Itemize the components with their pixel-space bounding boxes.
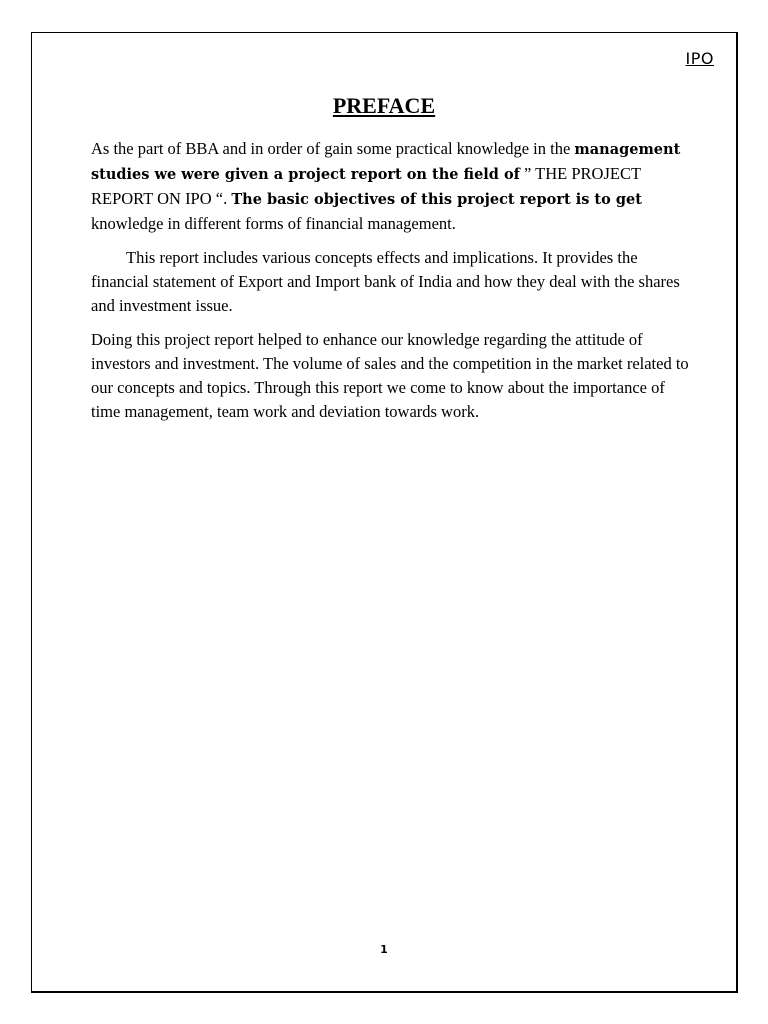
page-border (31, 32, 738, 993)
header-label: IPO (685, 49, 714, 68)
p1-text-5: The basic objectives of this project report is to get (231, 191, 642, 208)
paragraph-3: Doing this project report helped to enhance our knowledge regarding the attitude of investors and investment. The volume of sales and the competition in the market related to our concepts and topics. Through this report we come to know about the importance of time management, team work and deviation towards work. (91, 330, 689, 421)
paragraph-2: This report includes various concepts effects and implications. It provides the financial statement of Export and Import bank of India and how they deal with the shares and investment issue. (91, 248, 680, 315)
preface-body (91, 137, 693, 434)
p1-text-1: As the part of BBA and in order of gain some practical knowledge in the (91, 139, 575, 158)
page-title: PREFACE (332, 93, 436, 118)
page-number: 1 (380, 943, 388, 956)
p1-text-3: ” THE PROJECT REPORT ON (91, 164, 641, 208)
paragraph-1 (91, 137, 693, 236)
p1-text-2: management studies we were given a project report on the field of (91, 141, 681, 183)
p1-text-6: knowledge in different forms of financial management. (91, 214, 456, 233)
p1-text-4: IPO “. (185, 189, 232, 208)
